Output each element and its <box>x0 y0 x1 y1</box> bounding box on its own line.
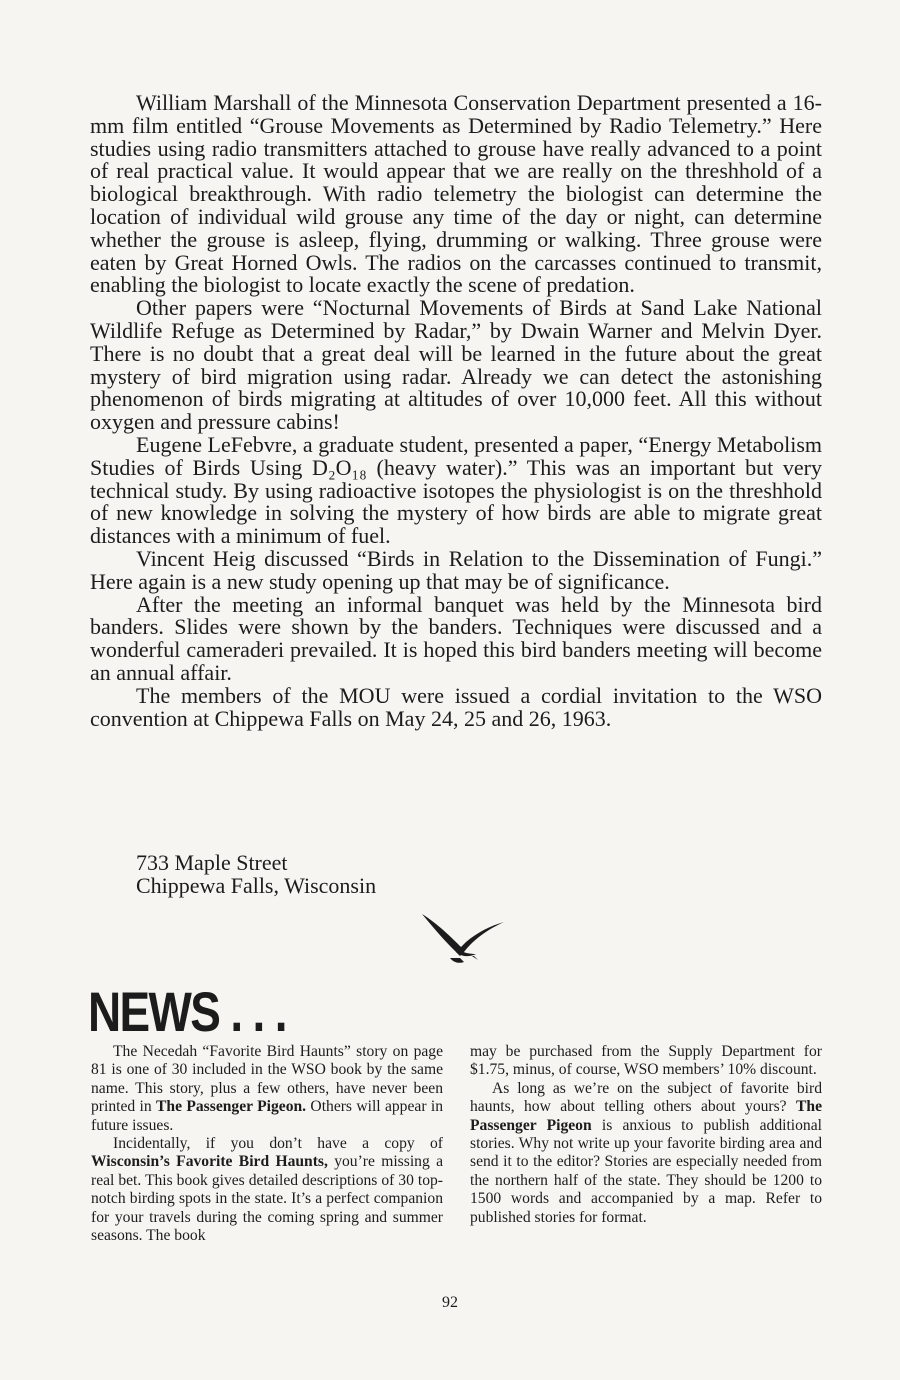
article-paragraph: Other papers were “Nocturnal Movements of Birds at Sand Lake National Wildlife Refuge as Determined by Radar,” by Dwain Warner and Melvin Dyer. There is no doubt that a great deal will be learned in the future about the great mystery of bird migration using radar. Already we can detect the astonishing phenomenon of birds migrating at altitudes of over 10,000 feet. All this without oxygen and pressure cabins! <box>90 295 822 435</box>
news-paragraph: As long as we’re on the subject of favorite bird haunts, how about telling others about yours? The Passenger Pigeon is anxious to publish additional stories. Why not write up your favorite birding area and send it to the editor? Stories are especially needed from the northern half of the state. They should be 1200 to 1500 words and accompanied by a map. Refer to published stories for format. <box>470 1079 822 1226</box>
news-paragraph: The Necedah “Favorite Bird Haunts” story on page 81 is one of 30 included in the WSO book by the same name. This story, plus a few others, have never been printed in The Passenger Pigeon. Others will appear in future issues. <box>91 1043 443 1134</box>
flying-bird-icon <box>420 912 506 970</box>
news-column-left <box>91 1043 443 1245</box>
article-body <box>90 92 822 730</box>
news-heading: NEWS . . . <box>88 980 286 1043</box>
author-address <box>136 852 376 898</box>
news-paragraph: may be purchased from the Supply Department for $1.75, minus, of course, WSO members’ 10% discount. <box>470 1043 822 1079</box>
article-paragraph: Eugene LeFebvre, a graduate student, presented a paper, “Energy Metabolism Studies of Birds Using D₂O₁₈ (heavy water).” This was an important but very technical study. By using radioactive isotopes the physiologist is on the threshhold of new knowledge in solving the mystery of how birds are able to migrate great distances with a minimum of fuel. <box>90 431 822 549</box>
article-paragraph: After the meeting an informal banquet was held by the Minnesota bird banders. Slides were shown by the banders. Techniques were discussed and a wonderful cameraderi prevailed. It is hoped this bird banders meeting will become an annual affair. <box>90 591 822 685</box>
article-paragraph: The members of the MOU were issued a cordial invitation to the WSO convention at Chippewa Falls on May 24, 25 and 26, 1963. <box>90 682 822 731</box>
news-paragraph: Incidentally, if you don’t have a copy of Wisconsin’s Favorite Bird Haunts, you’re missing a real bet. This book gives detailed descriptions of 30 top-notch birding spots in the state. It’s a perfect companion for your travels during the coming spring and summer seasons. The book <box>91 1135 443 1245</box>
publication-title: The Passenger Pigeon. <box>156 1098 307 1116</box>
address-street: 733 Maple Street <box>136 850 288 875</box>
article-paragraph: Vincent Heig discussed “Birds in Relation to the Dissemination of Fungi.” Here again is a new study opening up that may be of significance. <box>90 545 822 594</box>
publication-title: The Passenger Pigeon <box>470 1098 822 1134</box>
news-column-right <box>470 1043 822 1227</box>
page-number: 92 <box>442 1294 458 1311</box>
article-paragraph: William Marshall of the Minnesota Conservation Department presented a 16-mm film entitled “Grouse Movements as Determined by Radio Telemetry.” Here studies using radio transmitters attached to grouse have really advanced to a point of real practical value. It would appear that we are really on the threshhold of a biological breakthrough. With radio telemetry the biologist can determine the location of individual wild grouse any time of the day or night, can determine whether the grouse is asleep, flying, drumming or walking. Three grouse were eaten by Great Horned Owls. The radios on the carcasses continued to transmit, enabling the biologist to locate exactly the scene of predation. <box>90 90 822 298</box>
book-title: Wisconsin’s Favorite Bird Haunts, <box>91 1153 328 1171</box>
address-city: Chippewa Falls, Wisconsin <box>136 872 377 898</box>
